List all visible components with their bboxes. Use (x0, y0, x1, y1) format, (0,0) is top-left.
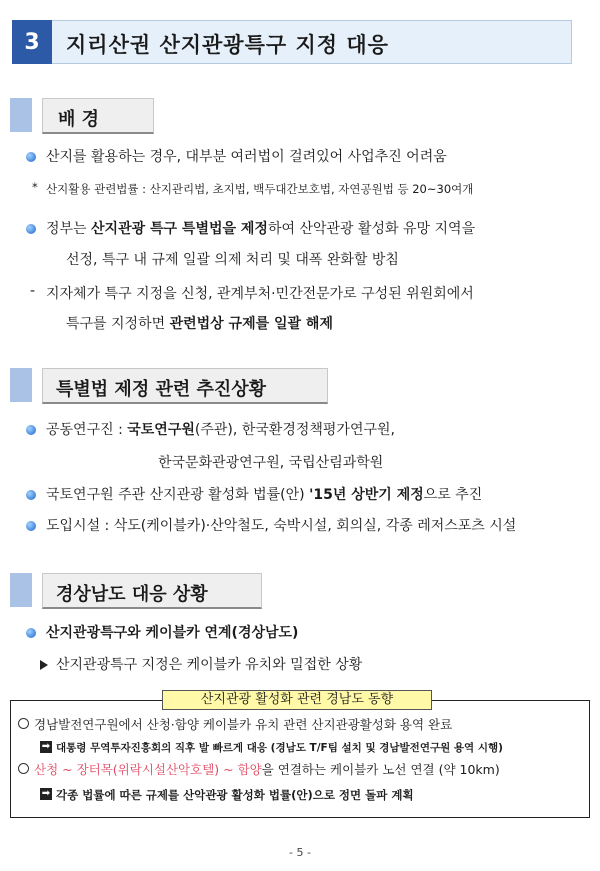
trend-subitem: 대통령 무역투자진흥회의 직후 발 빠르게 대응 (경남도 T/F팀 설치 및 경남발전연구원 용역 시행) (56, 742, 503, 754)
paragraph: 산지관광특구 지정은 케이블카 유치와 밀접한 상황 (56, 657, 363, 673)
page-number: - 5 - (289, 846, 311, 859)
paragraph: 산지를 활용하는 경우, 대부분 여러법이 걸려있어 사업추진 어려움 (46, 149, 447, 165)
section-marker-square (10, 368, 32, 402)
trend-box-label: 산지관광 활성화 관련 경남도 동향 (162, 690, 432, 710)
paragraph-continuation: 선정, 특구 내 규제 일괄 의제 처리 및 대폭 완화할 방침 (66, 252, 399, 268)
paragraph: 도입시설 : 삭도(케이블카)·산악철도, 숙박시설, 회의실, 각종 레저스포츠 시설 (46, 518, 517, 534)
paragraph: 국토연구원 주관 산지관광 활성화 법률(안) '15년 상반기 제정으로 추진 (46, 487, 483, 503)
section-heading-progress: 특별법 제정 관련 추진상황 (56, 379, 267, 400)
page-title: 지리산권 산지관광특구 지정 대응 (66, 33, 389, 57)
section-marker-square (10, 573, 32, 607)
dash-marker: - (30, 283, 36, 299)
trend-item: 산청 ~ 장터목(위락시설산악호텔) ~ 함양을 연결하는 케이블카 노선 연결 (약 10km) (34, 762, 500, 777)
bullet-icon (26, 521, 36, 531)
section-heading-background: 배 경 (58, 109, 100, 130)
bullet-icon (26, 628, 36, 638)
trend-item: 경남발전연구원에서 산청·함양 케이블카 유치 관련 산지관광활성화 용역 완료 (34, 717, 453, 732)
trend-subitem: 각종 법률에 따른 규제를 산악관광 활성화 법률(안)으로 정면 돌파 계획 (56, 788, 414, 802)
triangle-arrow-icon (40, 660, 48, 670)
paragraph: 지자체가 특구 지정을 신청, 관계부처·민간전문가로 구성된 위원회에서 (46, 286, 474, 302)
note-text: 산지활용 관련법률 : 산지관리법, 초지법, 백두대간보호법, 자연공원법 등 20~30여개 (46, 182, 474, 196)
section-number-badge: 3 (12, 20, 52, 64)
bullet-icon (26, 425, 36, 435)
bullet-icon (26, 490, 36, 500)
paragraph-continuation: 한국문화관광연구원, 국립산림과학원 (158, 455, 384, 471)
bullet-icon (26, 152, 36, 162)
paragraph-continuation: 특구를 지정하면 관련법상 규제를 일괄 해제 (66, 316, 333, 332)
circle-bullet-icon (18, 763, 29, 774)
bullet-icon (26, 224, 36, 234)
paragraph: 공동연구진 : 국토연구원(주관), 한국환경정책평가연구원, (46, 422, 395, 438)
square-arrow-icon: ➡ (41, 788, 51, 799)
section-heading-response: 경상남도 대응 상황 (56, 584, 208, 605)
section-marker-square (10, 98, 32, 132)
paragraph: 정부는 산지관광 특구 특별법을 제정하여 산악관광 활성화 유망 지역을 (46, 221, 476, 237)
square-arrow-icon: ➡ (41, 741, 51, 752)
paragraph: 산지관광특구와 케이블카 연계(경상남도) (46, 625, 299, 641)
note-mark: * (32, 180, 38, 194)
circle-bullet-icon (18, 718, 29, 729)
